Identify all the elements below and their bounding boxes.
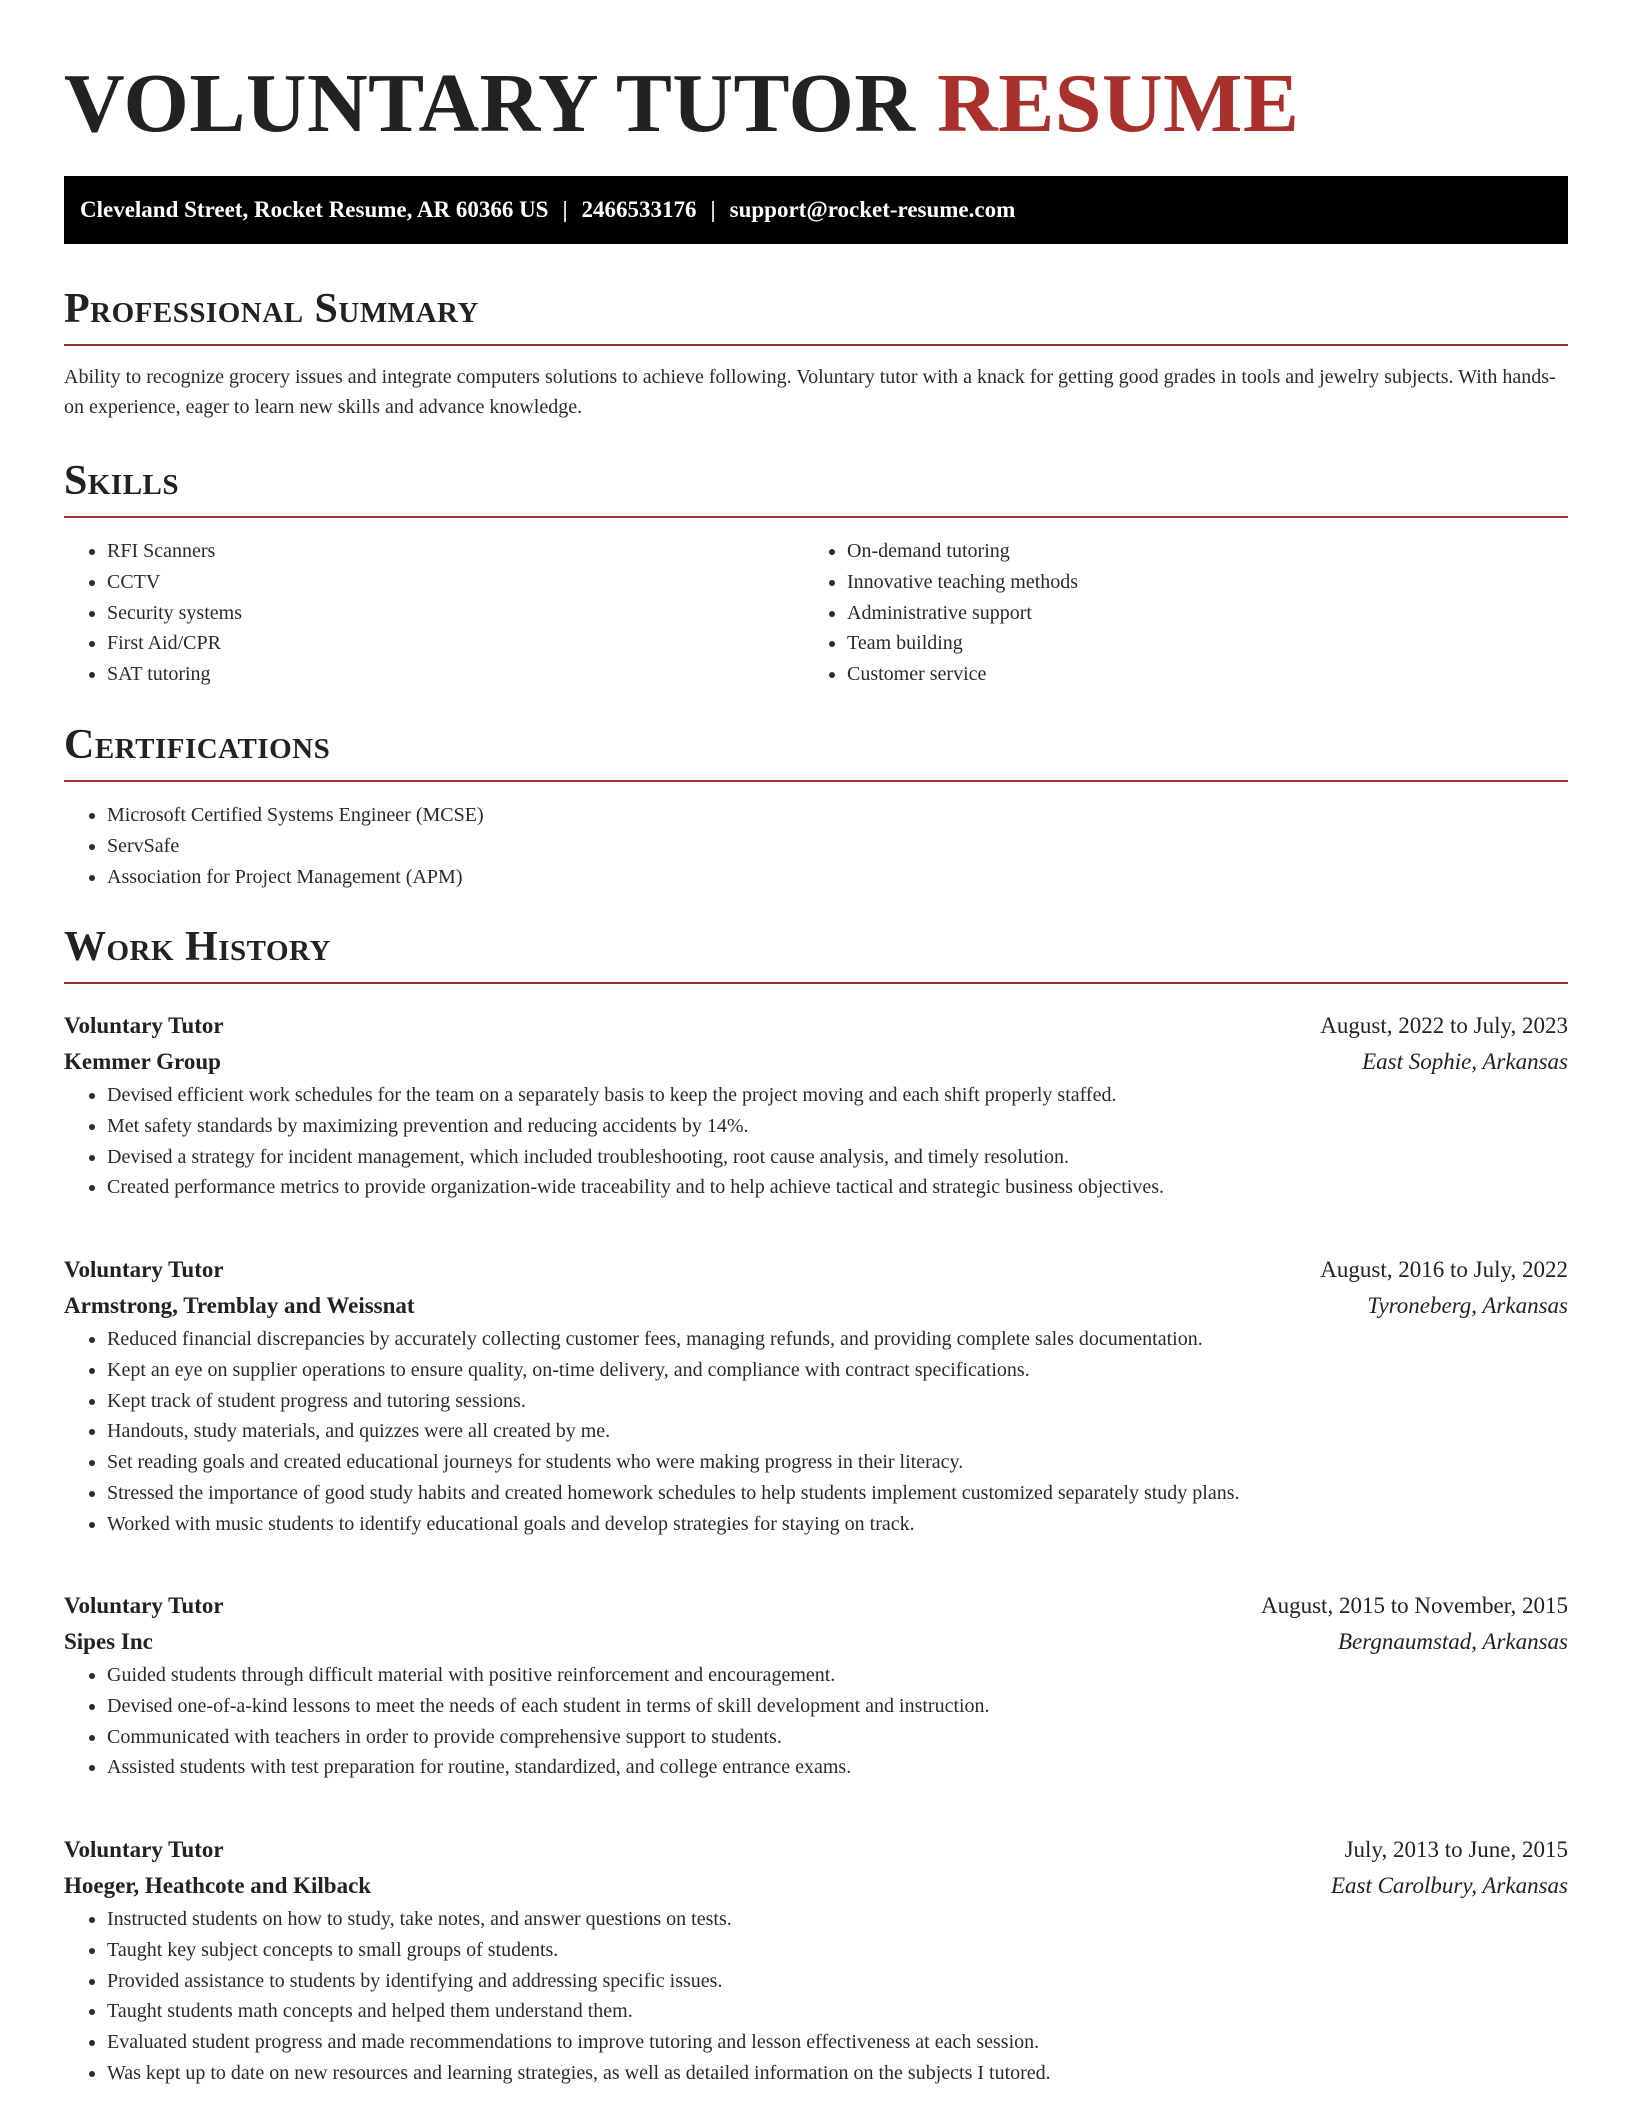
section-divider: [64, 344, 1568, 346]
job-header-row: [64, 1588, 1568, 1624]
work-history-section: [64, 922, 1568, 984]
job-company: Sipes Inc: [64, 1629, 153, 1654]
job-entry: [64, 1832, 1568, 2089]
job-duty: • Handouts, study materials, and quizzes were all created by me.: [107, 1416, 1568, 1447]
job-duty: • Reduced financial discrepancies by accurately collecting customer fees, managing refunds, and providing complete sales documentation.: [107, 1324, 1568, 1355]
job-duty: • Devised efficient work schedules for the team on a separately basis to keep the project moving and each shift properly staffed.: [107, 1080, 1568, 1111]
summary-heading: Professional Summary: [64, 286, 479, 332]
certification-item: • Association for Project Management (APM): [107, 862, 1568, 893]
job-title: Voluntary Tutor: [64, 1013, 224, 1038]
skills-left-list: [64, 536, 804, 690]
job-dates: July, 2013 to June, 2015: [1344, 1837, 1568, 1862]
job-entry: [64, 1008, 1568, 1203]
job-title: Voluntary Tutor: [64, 1593, 224, 1618]
skills-right-list: [804, 536, 1544, 690]
job-duty: • Taught students math concepts and helped them understand them.: [107, 1996, 1568, 2027]
certification-item: • Microsoft Certified Systems Engineer (MCSE): [107, 800, 1568, 831]
title-accent: RESUME: [937, 57, 1300, 150]
job-duty: • Communicated with teachers in order to provide comprehensive support to students.: [107, 1722, 1568, 1753]
section-divider: [64, 780, 1568, 782]
contact-bar: [64, 176, 1568, 244]
skill-item: • First Aid/CPR: [107, 628, 804, 659]
work-history-heading: Work History: [64, 924, 331, 970]
skill-item: • On-demand tutoring: [847, 536, 1544, 567]
job-subheader-row: [64, 1044, 1568, 1080]
job-duties-list: [64, 1324, 1568, 1540]
job-duty: • Evaluated student progress and made recommendations to improve tutoring and lesson effectiveness at each session.: [107, 2027, 1568, 2058]
contact-phone: 2466533176: [581, 197, 697, 222]
section-divider: [64, 982, 1568, 984]
skill-item: • SAT tutoring: [107, 659, 804, 690]
contact-email: support@rocket-resume.com: [729, 197, 1016, 222]
job-duty: • Devised one-of-a-kind lessons to meet the needs of each student in terms of skill development and instruction.: [107, 1691, 1568, 1722]
job-company: Hoeger, Heathcote and Kilback: [64, 1873, 372, 1898]
job-duty: • Created performance metrics to provide organization-wide traceability and to help achieve tactical and strategic business objectives.: [107, 1172, 1568, 1203]
job-duties-list: [64, 1660, 1568, 1783]
resume-page: [64, 0, 1568, 2084]
job-header-row: [64, 1008, 1568, 1044]
job-duty: • Was kept up to date on new resources and learning strategies, as well as detailed information on the subjects I tutored.: [107, 2058, 1568, 2089]
job-duty: • Kept an eye on supplier operations to ensure quality, on-time delivery, and compliance with contract specifications.: [107, 1355, 1568, 1386]
job-duty: • Stressed the importance of good study habits and created homework schedules to help students implement customized separately study plans.: [107, 1478, 1568, 1509]
contact-address: Cleveland Street, Rocket Resume, AR 60366 US: [80, 197, 549, 222]
contact-separator: |: [710, 197, 716, 222]
job-duty: • Provided assistance to students by identifying and addressing specific issues.: [107, 1966, 1568, 1997]
job-duty: • Set reading goals and created educational journeys for students who were making progress in their literacy.: [107, 1447, 1568, 1478]
job-duty: • Assisted students with test preparation for routine, standardized, and college entrance exams.: [107, 1752, 1568, 1783]
skills-columns: [64, 536, 1568, 690]
contact-separator: |: [562, 197, 568, 222]
skill-item: • Team building: [847, 628, 1544, 659]
job-subheader-row: [64, 1868, 1568, 1904]
job-duties-list: [64, 1904, 1568, 2089]
certifications-section: [64, 720, 1568, 892]
job-company: Armstrong, Tremblay and Weissnat: [64, 1293, 415, 1318]
job-duty: • Kept track of student progress and tutoring sessions.: [107, 1386, 1568, 1417]
job-duties-list: [64, 1080, 1568, 1203]
skill-item: • Administrative support: [847, 598, 1544, 629]
job-location: Tyroneberg, Arkansas: [1367, 1293, 1568, 1318]
job-entry: [64, 1588, 1568, 1783]
skills-section: [64, 456, 1568, 690]
job-company: Kemmer Group: [64, 1049, 221, 1074]
skill-item: • Customer service: [847, 659, 1544, 690]
job-dates: August, 2015 to November, 2015: [1261, 1593, 1568, 1618]
title-main: VOLUNTARY TUTOR: [64, 57, 916, 150]
job-subheader-row: [64, 1288, 1568, 1324]
job-duty: • Met safety standards by maximizing prevention and reducing accidents by 14%.: [107, 1111, 1568, 1142]
skills-left-column: [64, 536, 804, 690]
certifications-heading: Certifications: [64, 722, 331, 768]
skill-item: • RFI Scanners: [107, 536, 804, 567]
section-divider: [64, 516, 1568, 518]
job-duty: • Worked with music students to identify educational goals and develop strategies for staying on track.: [107, 1509, 1568, 1540]
skill-item: • CCTV: [107, 567, 804, 598]
job-duty: • Taught key subject concepts to small groups of students.: [107, 1935, 1568, 1966]
summary-section: [64, 284, 1568, 422]
skills-heading: Skills: [64, 458, 180, 504]
job-location: Bergnaumstad, Arkansas: [1338, 1629, 1568, 1654]
job-subheader-row: [64, 1624, 1568, 1660]
resume-title: [64, 0, 1568, 152]
job-dates: August, 2022 to July, 2023: [1320, 1013, 1568, 1038]
skill-item: • Innovative teaching methods: [847, 567, 1544, 598]
job-title: Voluntary Tutor: [64, 1837, 224, 1862]
job-duty: • Guided students through difficult material with positive reinforcement and encouragement.: [107, 1660, 1568, 1691]
job-entry: [64, 1252, 1568, 1540]
job-duty: • Devised a strategy for incident management, which included troubleshooting, root cause analysis, and timely resolution.: [107, 1142, 1568, 1173]
certifications-list: [64, 800, 1568, 892]
skills-right-column: [804, 536, 1544, 690]
job-location: East Sophie, Arkansas: [1362, 1049, 1568, 1074]
certification-item: • ServSafe: [107, 831, 1568, 862]
job-header-row: [64, 1252, 1568, 1288]
job-dates: August, 2016 to July, 2022: [1320, 1257, 1568, 1282]
skill-item: • Security systems: [107, 598, 804, 629]
job-duty: • Instructed students on how to study, take notes, and answer questions on tests.: [107, 1904, 1568, 1935]
job-location: East Carolbury, Arkansas: [1330, 1873, 1568, 1898]
summary-text: Ability to recognize grocery issues and integrate computers solutions to achieve following. Voluntary tutor with a knack for getting good grades in tools and jewelry subjects. With hands-on experience, eager to learn new skills and advance knowledge.: [64, 366, 1556, 418]
job-title: Voluntary Tutor: [64, 1257, 224, 1282]
job-header-row: [64, 1832, 1568, 1868]
